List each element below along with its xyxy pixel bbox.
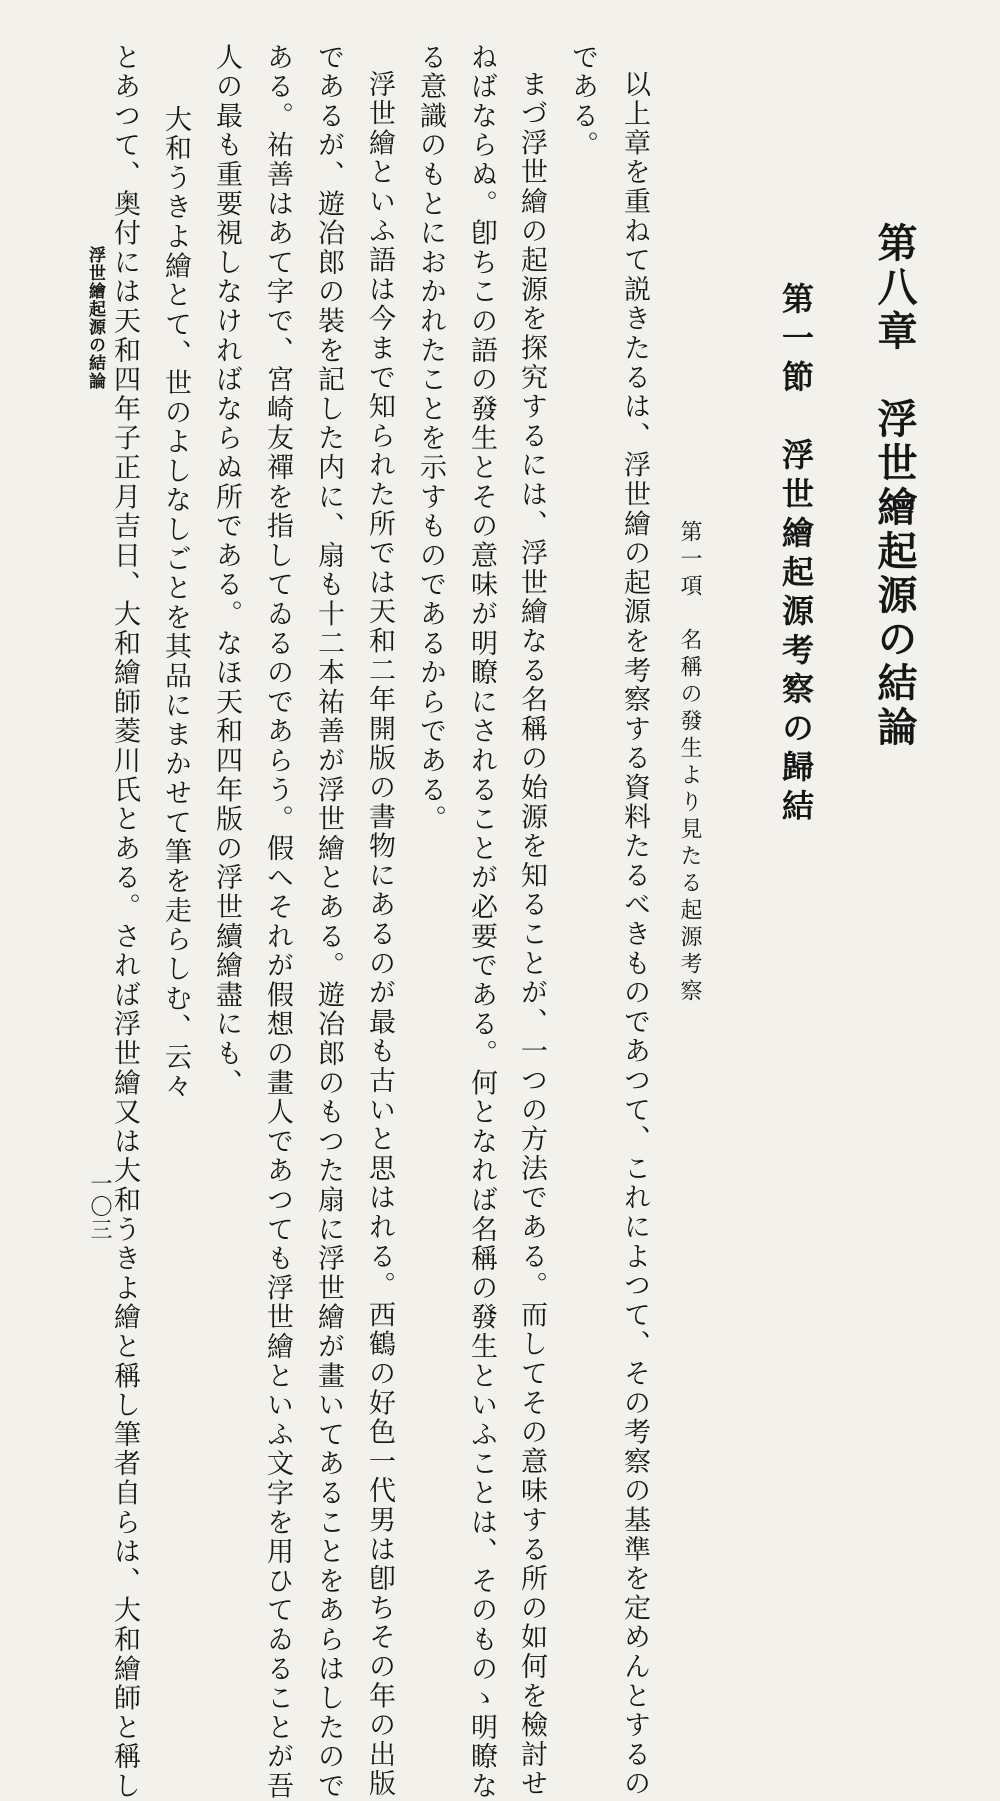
body-text-line: 人の最も重要視しなければならぬ所である。なほ天和四年版の浮世續繪盡にも、 bbox=[211, 43, 242, 1098]
item-title: 第一項 名稱の發生より見たる起源考察 bbox=[677, 520, 702, 1006]
body-text-line: ある。祐善はあて字で、宮崎友禪を指してゐるのであらう。假へそれが假想の畫人であつても浮世繪といふ文字を用ひてゐることが吾 bbox=[262, 43, 293, 1801]
body-text-line: 浮世繪といふ語は今まで知られた所では天和二年開版の書物にあるのが最も古いと思はれる。西鶴の好色一代男は卽ちその年の出版 bbox=[364, 70, 395, 1799]
body-text-line: とあつて、奥付には天和四年子正月吉日、大和繪師菱川氏とある。されば浮世繪又は大和うきよ繪と稱し筆者自らは、大和繪師と稱し bbox=[109, 43, 140, 1801]
chapter-title: 第八章 浮世繪起源の結論 bbox=[871, 222, 918, 750]
body-text-line: であるが、遊冶郎の裝を記した内に、扇も十二本祐善が浮世繪とある。遊冶郎のもつた扇に浮世繪が畫いてあることをあらはしたので bbox=[313, 43, 344, 1801]
page-number: 一〇三 bbox=[87, 1172, 112, 1241]
section-title: 第一節 浮世繪起源考察の歸結 bbox=[777, 282, 815, 828]
body-text-line: 大和うきよ繪とて、世のよしなしごとを其品にまかせて筆を走らしむ、云々 bbox=[160, 105, 191, 1102]
body-text-line: まづ浮世繪の起源を探究するには、浮世繪なる名稱の始源を知ることが、一つの方法である。而してその意味する所の如何を檢討せ bbox=[516, 70, 547, 1799]
running-footer-title: 浮世繪起源の結論 bbox=[85, 246, 105, 390]
body-text-line: ねばならぬ。卽ちこの語の發生とその意味が明瞭にされることが必要である。何となれば名稱の發生といふことは、そのものゝ明瞭な bbox=[466, 43, 497, 1801]
body-text-line: る意識のもとにおかれたことを示すものであるからである。 bbox=[415, 43, 446, 835]
body-text-line: である。 bbox=[567, 43, 598, 161]
body-text-line: 以上章を重ねて説きたるは、浮世繪の起源を考察する資料たるべきものであつて、これによつて、その考察の基準を定めんとするの bbox=[619, 70, 650, 1799]
